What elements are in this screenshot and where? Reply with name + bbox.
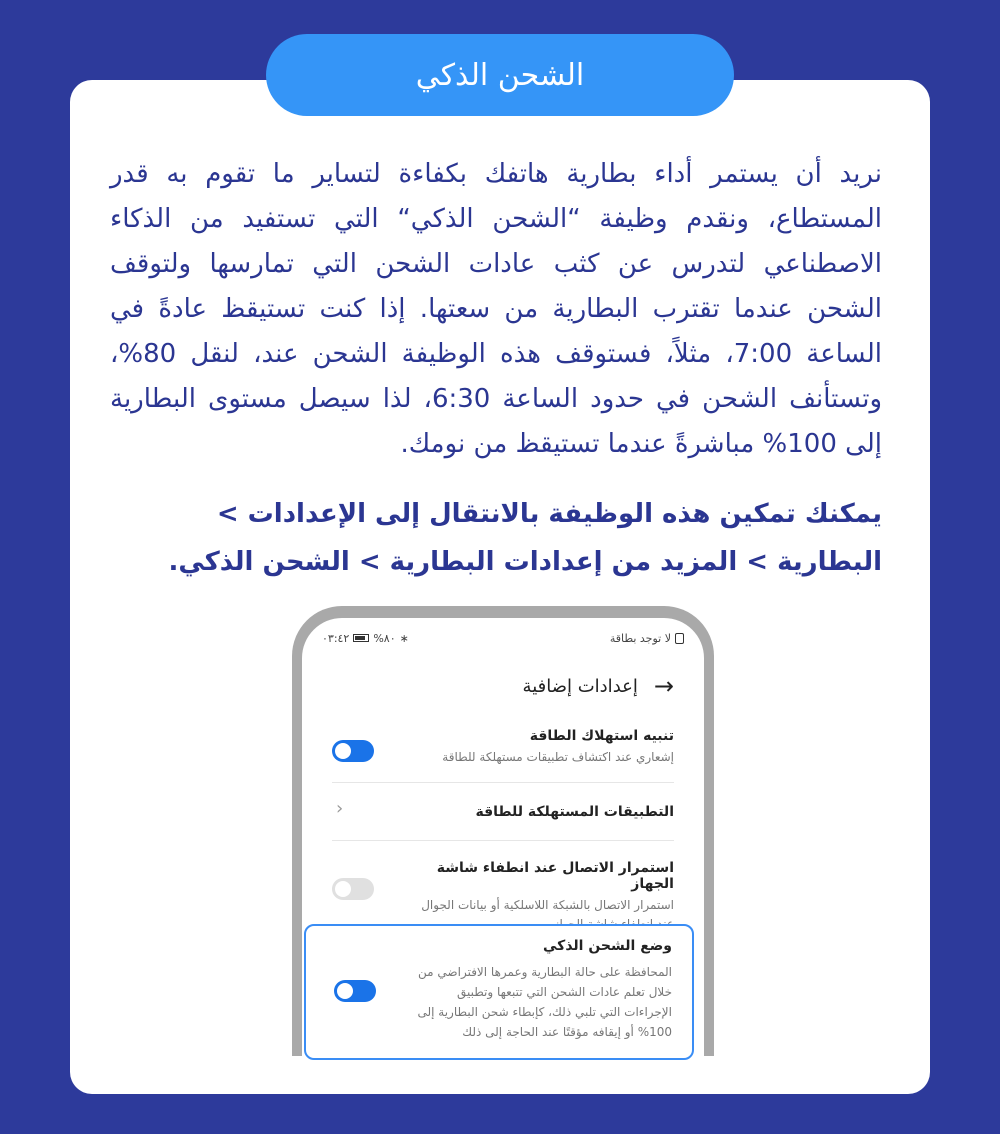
- power-apps-title: التطبيقات المستهلكة للطاقة: [475, 804, 674, 820]
- smart-charging-card[interactable]: [304, 924, 694, 1060]
- description-paragraph: نريد أن يستمر أداء بطارية هاتفك بكفاءة لتساير ما تقوم به قدر المستطاع، ونقدم وظيفة “الشحن الذكي“ التي تستفيد من الذكاء الاصطناعي لتدرس عن كثب عادات الشحن التي تمارسها ولتوقف الشحن عندما تقترب البطارية من سعتها. إذا كنت تستيقظ عادةً في الساعة 7:00، مثلاً، فستوقف هذه الوظيفة الشحن عند، لنقل 80%، وتستأنف الشحن في حدود الساعة 6:30، لذا سيصل مستوى البطارية إلى 100% مباشرةً عندما تستيقظ من نومك.: [110, 159, 883, 459]
- power-alert-row[interactable]: [332, 728, 674, 767]
- clock: ٠٣:٤٢: [322, 631, 350, 645]
- power-apps-row[interactable]: [332, 804, 674, 820]
- sim-icon: [675, 633, 684, 644]
- power-alert-title: تنبيه استهلاك الطاقة: [529, 728, 674, 744]
- instruction-paragraph: يمكنك تمكين هذه الوظيفة بالانتقال إلى الإعدادات > البطارية > المزيد من إعدادات البطارية > الشحن الذكي.: [168, 499, 882, 577]
- back-arrow-icon[interactable]: →: [653, 672, 674, 700]
- keep-connection-row[interactable]: [412, 860, 674, 934]
- power-alert-toggle[interactable]: [332, 740, 374, 762]
- battery-percent: %٨٠: [373, 631, 396, 645]
- status-bar: [322, 630, 684, 646]
- battery-icon: [353, 634, 369, 642]
- divider: [332, 840, 674, 841]
- smart-charging-toggle[interactable]: [334, 980, 376, 1002]
- divider: [332, 782, 674, 783]
- smart-charging-subtitle: المحافظة على حالة البطارية وعمرها الافتراضي من خلال تعلم عادات الشحن التي تتبعها وتطبيق الإجراءات التي تلبي ذلك، كإبطاء شحن البطارية إلى 100% أو إيقافه مؤقتًا عند الحاجة إلى ذلك: [417, 965, 672, 1039]
- title-pill: [266, 34, 734, 116]
- keep-connection-toggle[interactable]: [332, 878, 374, 900]
- bluetooth-icon: ∗: [399, 631, 409, 645]
- smart-charging-title: وضع الشحن الذكي: [543, 938, 672, 954]
- carrier-status: لا توجد بطاقة: [609, 631, 671, 645]
- page-title: الشحن الذكي: [415, 57, 585, 93]
- keep-connection-title: استمرار الاتصال عند انطفاء شاشة الجهاز: [436, 860, 674, 892]
- settings-header: [523, 674, 674, 698]
- settings-title: إعدادات إضافية: [522, 675, 638, 697]
- chevron-left-icon[interactable]: ‹: [336, 798, 344, 819]
- power-alert-subtitle: إشعاري عند اكتشاف تطبيقات مستهلكة للطاقة: [442, 750, 674, 764]
- keep-connection-subtitle: استمرار الاتصال بالشبكة اللاسلكية أو بيانات الجوال: [421, 898, 674, 912]
